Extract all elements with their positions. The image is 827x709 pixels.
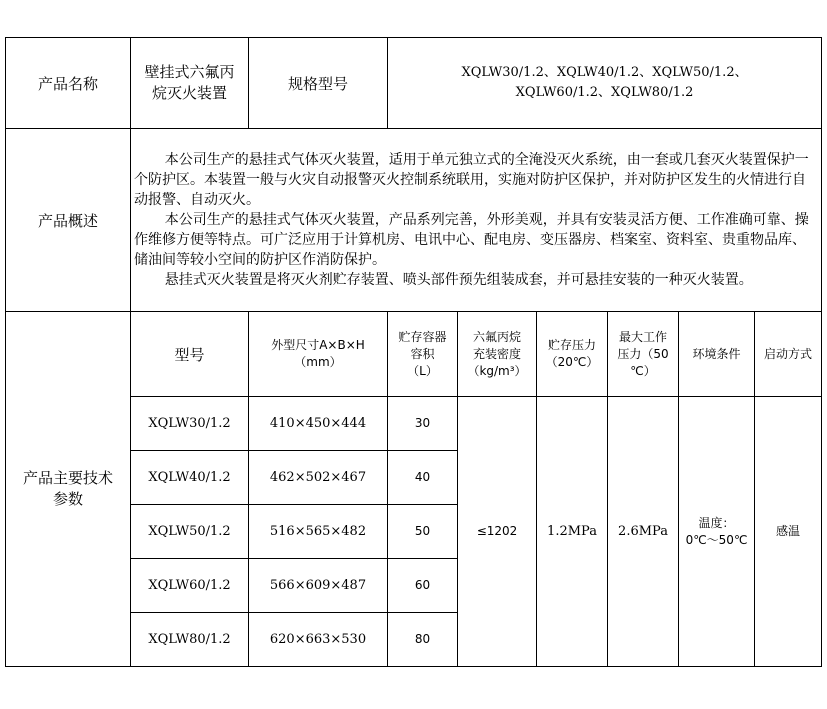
col-header-density-line1: 六氟丙烷 <box>472 329 521 344</box>
col-header-volume-line3: （L） <box>407 363 438 378</box>
cell-volume: 50 <box>388 505 458 559</box>
cell-start-mode: 感温 <box>755 397 822 667</box>
overview-label: 产品概述 <box>6 129 131 312</box>
col-header-model: 型号 <box>131 312 249 397</box>
cell-dims: 566×609×487 <box>249 559 388 613</box>
col-header-dims <box>249 312 388 397</box>
cell-env <box>679 397 755 667</box>
col-header-pressure-line2: （20℃） <box>545 355 599 369</box>
col-header-max-pressure-line3: ℃） <box>630 363 656 378</box>
cell-volume: 30 <box>388 397 458 451</box>
overview-row <box>6 129 822 312</box>
product-name-line2: 烷灭火装置 <box>151 84 227 102</box>
product-name-row <box>6 38 822 129</box>
model-label: 规格型号 <box>249 38 388 129</box>
cell-model: XQLW50/1.2 <box>131 505 249 559</box>
model-list <box>388 38 822 129</box>
overview-paragraph-2: 本公司生产的悬挂式气体灭火装置，产品系列完善，外形美观，并具有安装灵活方便、工作准确可靠、操作维修方便等特点。可广泛应用于计算机房、电讯中心、配电房、变压器房、档案室、资料室、贵重物品库、储油间等较小空间的防护区作消防保护。 <box>134 212 809 268</box>
cell-model: XQLW60/1.2 <box>131 559 249 613</box>
cell-volume: 60 <box>388 559 458 613</box>
overview-text <box>131 129 822 312</box>
product-name-value <box>131 38 249 129</box>
col-header-density-line3: （kg/m³） <box>467 363 527 378</box>
col-header-pressure <box>537 312 608 397</box>
cell-env-line1: 温度： <box>698 515 735 530</box>
specs-label <box>6 312 131 667</box>
cell-density: ≤1202 <box>458 397 537 667</box>
col-header-dims-line1: 外型尺寸A×B×H <box>271 338 365 352</box>
cell-dims: 620×663×530 <box>249 613 388 667</box>
col-header-volume-line2: 容积 <box>410 346 435 361</box>
cell-dims: 410×450×444 <box>249 397 388 451</box>
cell-dims: 516×565×482 <box>249 505 388 559</box>
col-header-volume-line1: 贮存容器 <box>398 329 447 344</box>
col-header-env: 环境条件 <box>679 312 755 397</box>
col-header-density <box>458 312 537 397</box>
specs-label-line1: 产品主要技术 <box>22 469 113 487</box>
cell-model: XQLW40/1.2 <box>131 451 249 505</box>
overview-paragraph-1: 本公司生产的悬挂式气体灭火装置，适用于单元独立式的全淹没灭火系统，由一套或几套灭火装置保护一个防护区。本装置一般与火灾自动报警灭火控制系统联用，实施对防护区保护，并对防护区发生的火情进行自动报警、自动灭火。 <box>134 152 809 208</box>
cell-storage-pressure: 1.2MPa <box>537 397 608 667</box>
product-name-label: 产品名称 <box>6 38 131 129</box>
col-header-pressure-line1: 贮存压力 <box>547 338 596 352</box>
spec-header-row <box>6 312 822 397</box>
cell-volume: 40 <box>388 451 458 505</box>
col-header-volume <box>388 312 458 397</box>
col-header-max-pressure <box>608 312 679 397</box>
col-header-density-line2: 充装密度 <box>472 346 521 361</box>
overview-paragraph-3: 悬挂式灭火装置是将灭火剂贮存装置、喷头部件预先组装成套，并可悬挂安装的一种灭火装置。 <box>164 272 753 288</box>
col-header-dims-line2: （mm） <box>294 355 342 369</box>
specs-label-line2: 参数 <box>52 490 83 508</box>
cell-model: XQLW30/1.2 <box>131 397 249 451</box>
col-header-start: 启动方式 <box>755 312 822 397</box>
col-header-max-pressure-line1: 最大工作 <box>618 329 667 344</box>
cell-env-line2: 0℃～50℃ <box>685 532 748 547</box>
col-header-max-pressure-line2: 压力（50 <box>617 346 669 361</box>
cell-max-pressure: 2.6MPa <box>608 397 679 667</box>
model-list-line1: XQLW30/1.2、XQLW40/1.2、XQLW50/1.2、 <box>461 65 748 80</box>
model-list-line2: XQLW60/1.2、XQLW80/1.2 <box>515 85 694 100</box>
cell-model: XQLW80/1.2 <box>131 613 249 667</box>
product-name-line1: 壁挂式六氟丙 <box>144 63 235 81</box>
cell-volume: 80 <box>388 613 458 667</box>
product-spec-table <box>5 37 822 667</box>
cell-dims: 462×502×467 <box>249 451 388 505</box>
